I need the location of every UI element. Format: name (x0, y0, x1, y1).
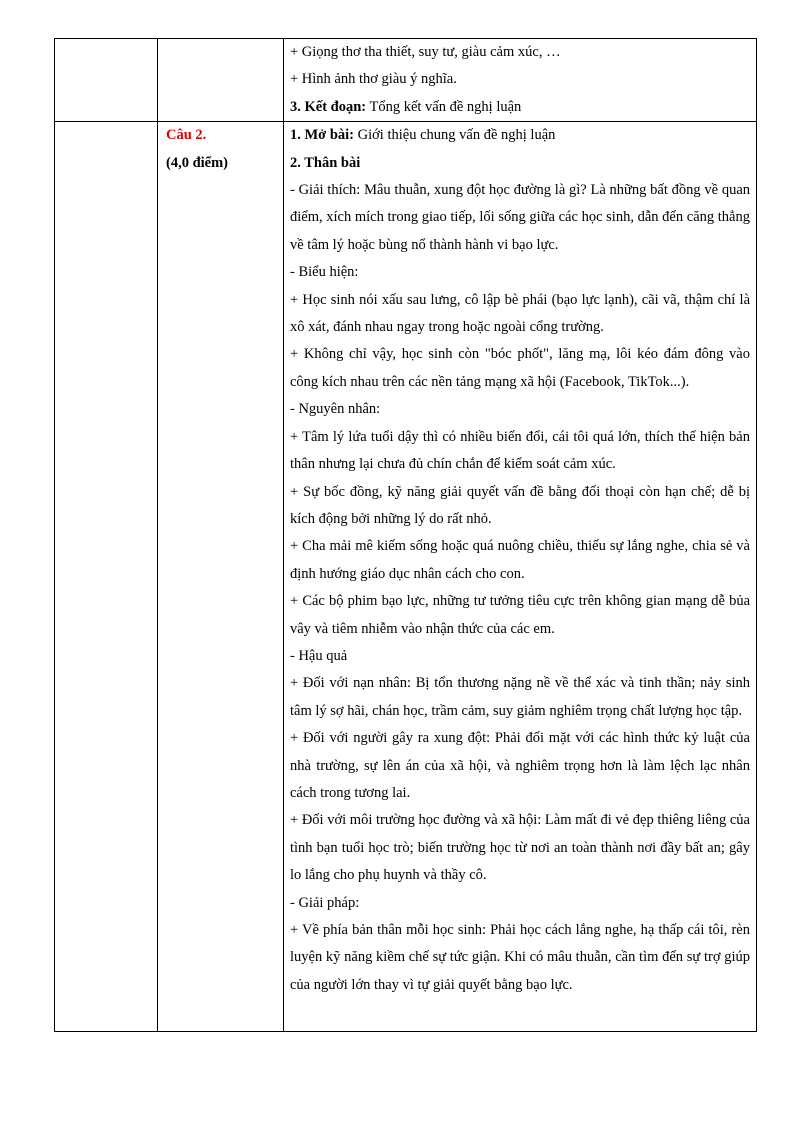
content-line: + Giọng thơ tha thiết, suy tư, giàu cảm xúc, … (290, 44, 561, 60)
paragraph: - Nguyên nhân: (290, 401, 381, 418)
content-line: + Hình ảnh thơ giàu ý nghĩa. (290, 71, 457, 88)
intro-line (290, 122, 750, 149)
paragraph: - Giải thích: Mâu thuẫn, xung đột học đường là gì? Là những bất đồng về quan điểm, xích mích trong giao tiếp, lối sống giữa các học sinh, dẫn đến căng thẳng về tâm lý hoặc bùng nổ thành hành vi bạo lực. (290, 182, 750, 253)
cell-question-label (158, 122, 284, 1032)
paragraph: - Giải pháp: (290, 894, 360, 911)
paragraph: + Đối với nạn nhân: Bị tổn thương nặng nề về thể xác và tinh thần; nảy sinh tâm lý sợ hãi, chán học, trầm cảm, suy giảm nghiêm trọng chất lượng học tập. (290, 675, 750, 719)
body-heading: 2. Thân bài (290, 154, 361, 171)
paragraph: + Các bộ phim bạo lực, những tư tưởng tiêu cực trên không gian mạng dễ bủa vây và tiêm nhiễm vào nhận thức của các em. (290, 593, 750, 637)
cell-question-empty (158, 39, 284, 122)
cell-section-empty (55, 122, 158, 1032)
question-points: (4,0 điểm) (166, 154, 229, 171)
intro-heading: 1. Mở bài: (290, 127, 355, 144)
paragraph: + Học sinh nói xấu sau lưng, cô lập bè phái (bạo lực lạnh), cãi vã, thậm chí là xô xát, đánh nhau ngay trong hoặc ngoài cổng trường. (290, 291, 750, 336)
paragraph: + Sự bốc đồng, kỹ năng giải quyết vấn đề bằng đối thoại còn hạn chế; dễ bị kích động bởi những lý do rất nhỏ. (290, 483, 750, 527)
paragraph: + Cha mải mê kiếm sống hoặc quá nuông chiều, thiếu sự lắng nghe, chia sẻ và định hướng giáo dục nhân cách cho con. (290, 538, 750, 582)
cell-continued-content (284, 39, 757, 122)
conclusion-text: Tổng kết vấn đề nghị luận (366, 98, 522, 115)
question-title: Câu 2. (166, 127, 207, 144)
cell-section-empty (55, 39, 158, 122)
paragraph: + Không chỉ vậy, học sinh còn "bóc phốt", lăng mạ, lôi kéo đám đông vào công kích nhau trên các nền tảng mạng xã hội (Facebook, TikTok...). (290, 346, 750, 390)
conclusion-line (290, 94, 750, 121)
table-row-continued (55, 39, 757, 122)
answer-key-table (54, 38, 757, 1032)
table-row-question-2 (55, 122, 757, 1032)
paragraph: + Đối với người gây ra xung đột: Phải đối mặt với các hình thức kỷ luật của nhà trường, sự lên án của xã hội, và nghiêm trọng hơn là làm lệch lạc nhân cách trong tương lai. (290, 730, 750, 801)
paragraph: + Về phía bản thân mỗi học sinh: Phải học cách lắng nghe, hạ thấp cái tôi, rèn luyện kỹ năng kiềm chế sự tức giận. Khi có mâu thuẫn, cần tìm đến sự trợ giúp của người lớn thay vì tự giải quyết bằng bạo lực. (290, 922, 750, 993)
paragraph: + Đối với môi trường học đường và xã hội: Làm mất đi vẻ đẹp thiêng liêng của tình bạn tuổi học trò; biến trường học từ nơi an toàn thành nơi đầy bất an; gây lo lắng cho phụ huynh và thầy cô. (290, 812, 750, 884)
paragraph: - Hậu quả (290, 647, 348, 664)
intro-text: Giới thiệu chung vấn đề nghị luận (354, 127, 556, 144)
conclusion-heading: 3. Kết đoạn: (290, 98, 367, 115)
paragraph: - Biểu hiện: (290, 264, 359, 281)
paragraph: + Tâm lý lứa tuổi dậy thì có nhiều biến đổi, cái tôi quá lớn, thích thể hiện bản thân nhưng lại chưa đủ chín chắn để kiểm soát cảm xúc. (290, 428, 750, 473)
cell-question-content (284, 122, 757, 1032)
